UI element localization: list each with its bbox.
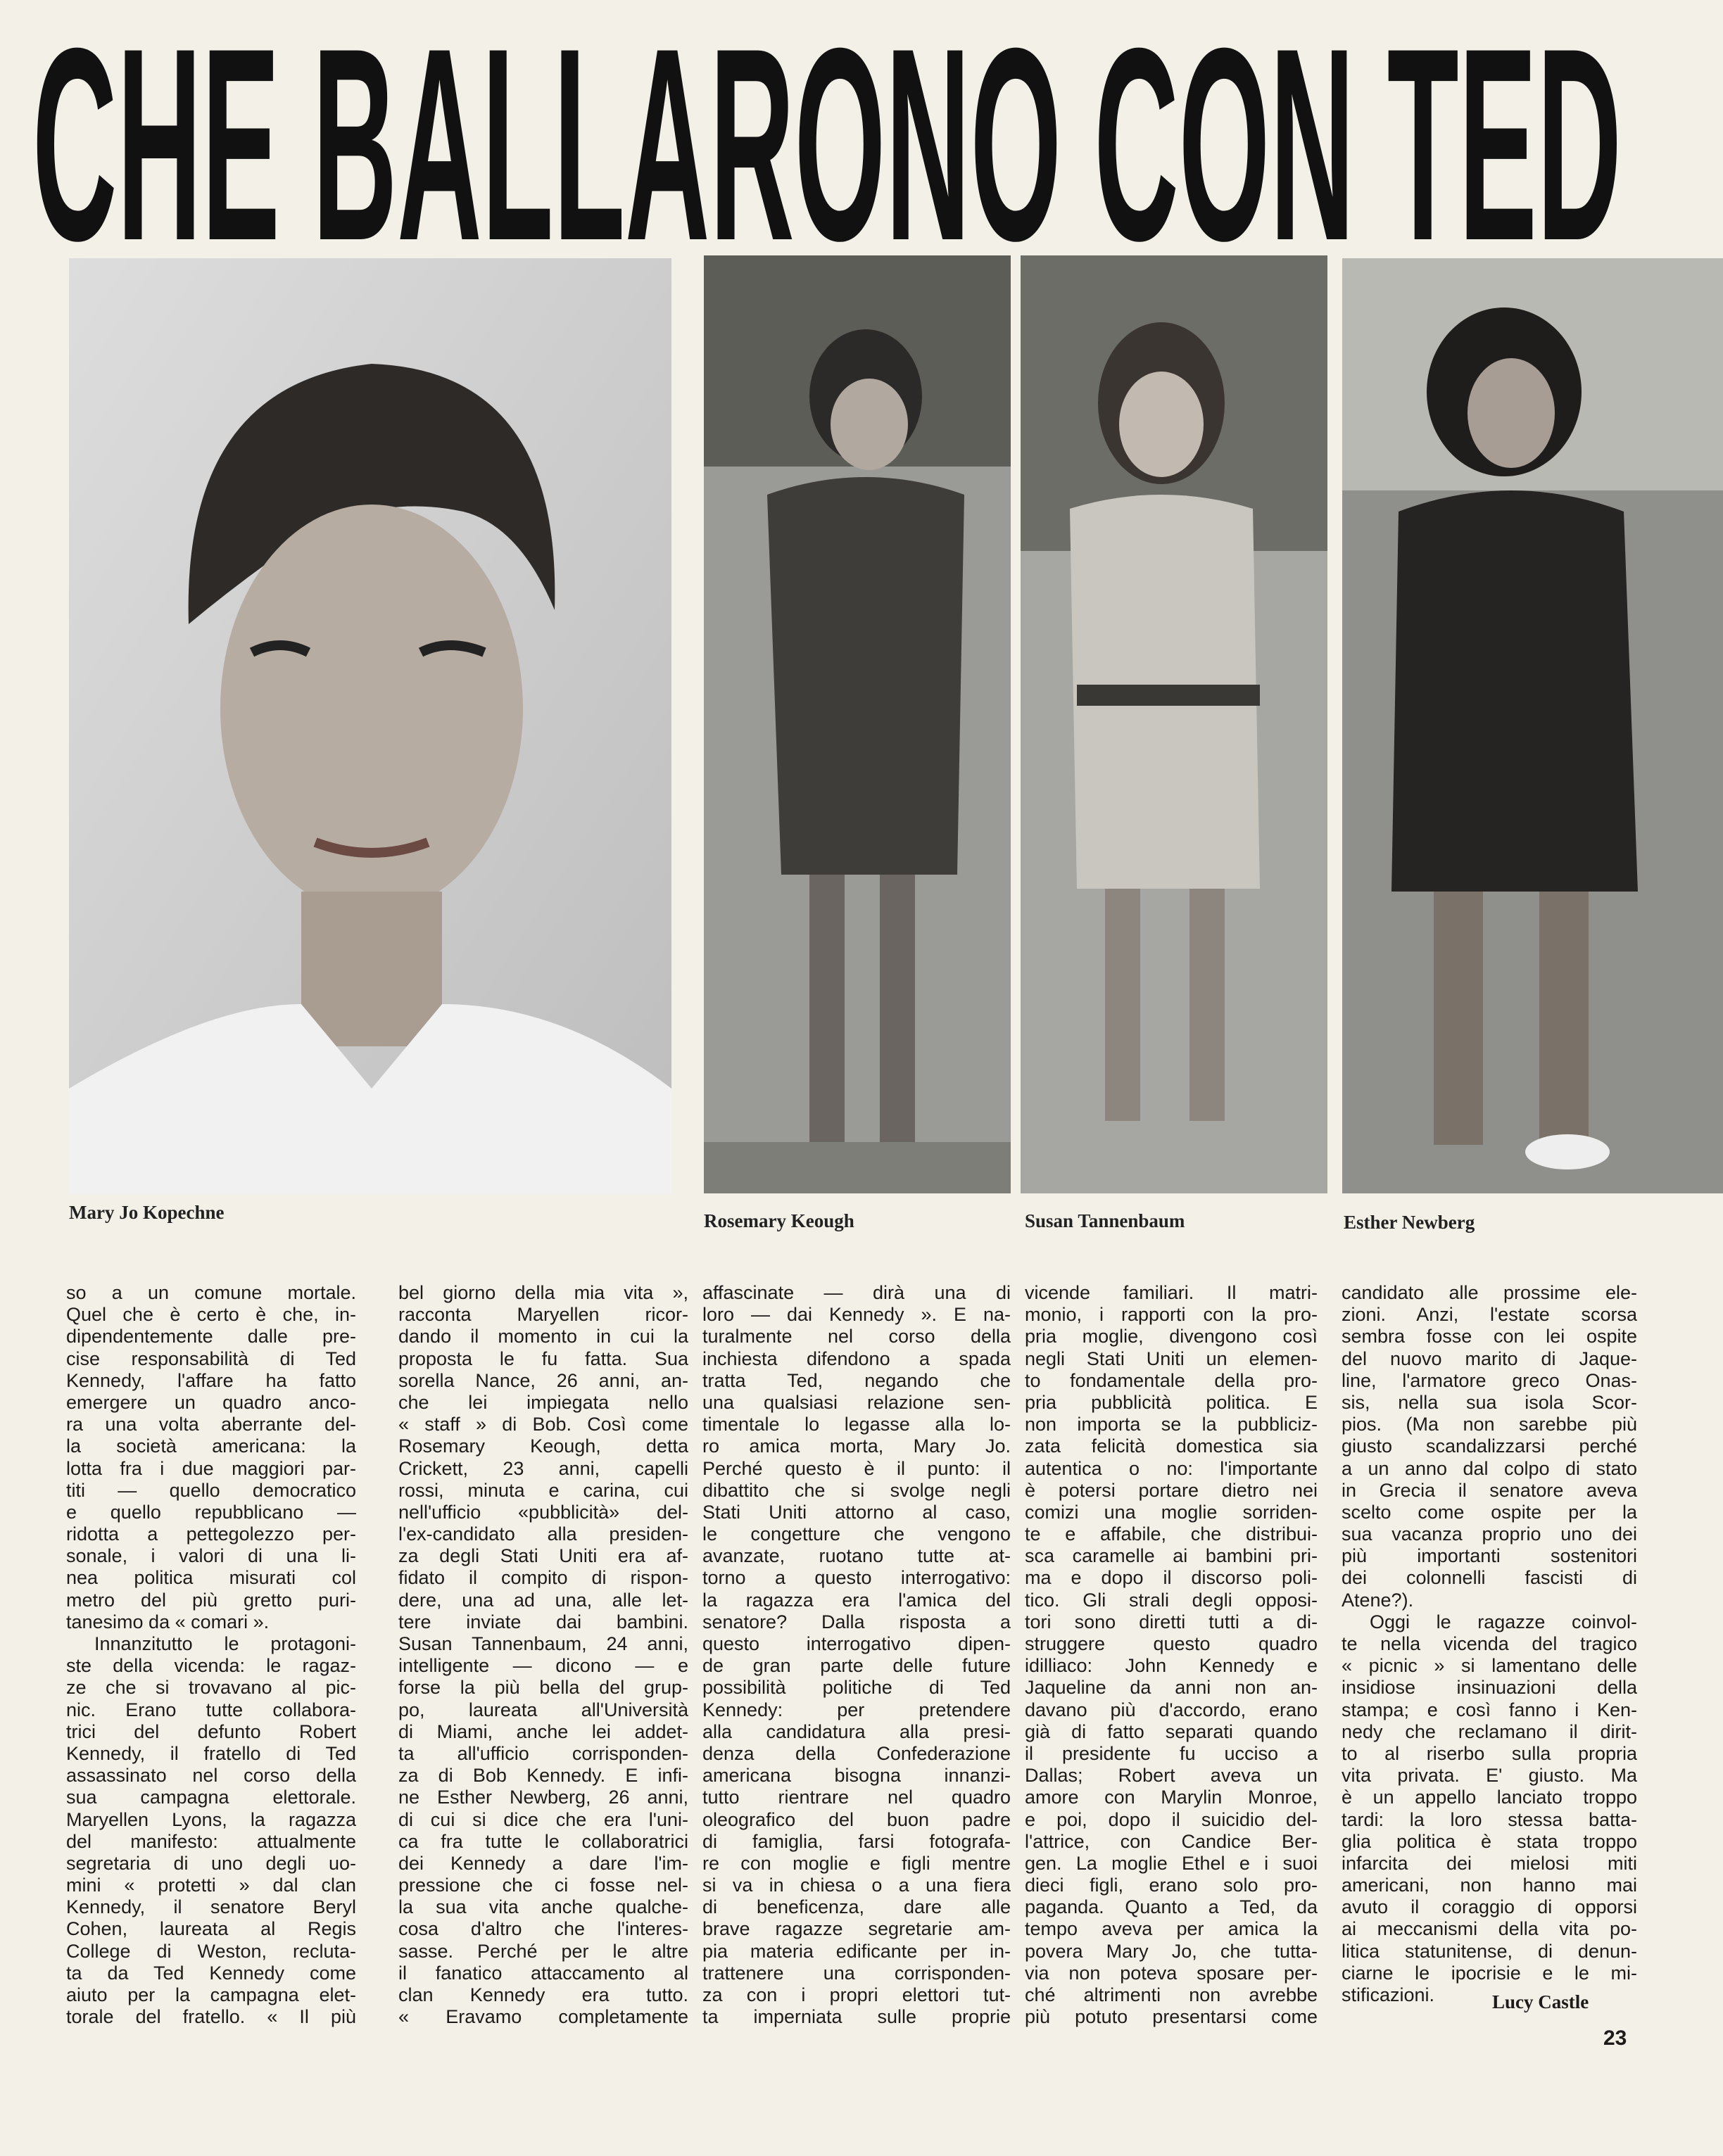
article-line: avuto il coraggio di opporsi [1342, 1896, 1637, 1918]
article-line: ta imperniata sulle proprie [702, 2006, 1011, 2028]
article-line: pria pubblicità politica. E [1025, 1391, 1318, 1413]
article-line: ta all'ufficio corrisponden- [398, 1742, 688, 1764]
article-line: turalmente nel corso della [702, 1326, 1011, 1348]
article-line: si va in chiesa o a una fiera [702, 1875, 1011, 1896]
article-line: trattenere una corrisponden- [702, 1962, 1011, 1984]
article-line: monio, i rapporti con la pro- [1025, 1304, 1318, 1326]
caption-photo-3: Susan Tannenbaum [1025, 1210, 1185, 1231]
author-byline: Lucy Castle [1492, 1991, 1589, 2012]
article-line: di Miami, anche lei addet- [398, 1720, 688, 1742]
article-line: cosa d'altro che l'interes- [398, 1918, 688, 1940]
photo-rosemary-keough [704, 255, 1011, 1193]
article-line: Jaqueline da anni non an- [1025, 1677, 1318, 1699]
article-line: e quello repubblicano — [66, 1501, 356, 1523]
article-line: sonale, i valori di una li- [66, 1545, 356, 1567]
page-number: 23 [1603, 2027, 1627, 2050]
article-line: di cui si dice che era l'uni- [398, 1808, 688, 1830]
article-line: americani, non hanno mai [1342, 1875, 1637, 1896]
article-line: Innanzitutto le protagoni- [94, 1633, 356, 1654]
article-line: senatore? Dalla risposta a [702, 1611, 1011, 1632]
article-line: pria moglie, divengono così [1025, 1326, 1318, 1348]
article-line: litica statunitense, di denun- [1342, 1940, 1637, 1962]
article-line: ma e dopo il discorso poli- [1025, 1567, 1318, 1589]
article-line: scelto come ospite per la [1342, 1501, 1637, 1523]
article-line: sua campagna elettorale. [66, 1787, 356, 1808]
article-line: proposta le fu fatta. Sua [398, 1348, 688, 1369]
article-line: zata felicità domestica sia [1025, 1435, 1318, 1457]
article-line: Oggi le ragazze coinvol- [1370, 1611, 1637, 1632]
article-line: sis, nella sua isola Scor- [1342, 1391, 1637, 1413]
article-line: stampa; e così fanno i Ken- [1342, 1699, 1637, 1720]
article-line: torale del fratello. « Il più [66, 2006, 356, 2028]
article-line: Susan Tannenbaum, 24 anni, [398, 1633, 688, 1654]
article-line: alla candidatura alla presi- [702, 1720, 1011, 1742]
article-line: il presidente fu ucciso a [1025, 1742, 1318, 1764]
article-line: Kennedy, l'affare ha fatto [66, 1369, 356, 1391]
article-line: possibilità politiche di Ted [702, 1677, 1011, 1699]
article-line: « Eravamo completamente [398, 2006, 688, 2028]
article-line: una qualsiasi relazione sen- [702, 1391, 1011, 1413]
article-line: sembra fosse con lei ospite [1342, 1326, 1637, 1348]
article-column-3 [702, 1282, 1011, 2028]
photo-esther-newberg [1342, 258, 1723, 1193]
article-line: intelligente — dicono — e [398, 1655, 688, 1677]
article-line: pia materia edificante per in- [702, 1940, 1011, 1962]
photo-mary-jo-kopechne [69, 258, 671, 1194]
article-line: tere inviate dai bambini. [398, 1611, 688, 1632]
article-line: trici del defunto Robert [66, 1720, 356, 1742]
article-line: dando il momento in cui la [398, 1326, 688, 1348]
article-line: titi — quello democratico [66, 1479, 356, 1501]
article-line: denza della Confederazione [702, 1742, 1011, 1764]
article-line: è un appello lanciato troppo [1342, 1787, 1637, 1808]
article-line: vita privata. E' giusto. Ma [1342, 1765, 1637, 1787]
article-line: bel giorno della mia vita », [398, 1282, 688, 1303]
article-line: pios. (Ma non sarebbe più [1342, 1414, 1637, 1435]
article-line: po, laureata all'Università [398, 1699, 688, 1720]
article-line: te nella vicenda del tragico [1342, 1633, 1637, 1654]
article-line: te e affabile, che distribui- [1025, 1523, 1318, 1545]
article-line: sorella Nance, 26 anni, an- [398, 1369, 688, 1391]
article-line: to al riserbo sulla propria [1342, 1742, 1637, 1764]
article-line: negli Stati Uniti un elemen- [1025, 1348, 1318, 1369]
article-line: tico. Gli strali degli opposi- [1025, 1589, 1318, 1611]
article-line: assassinato nel corso della [66, 1765, 356, 1787]
article-line: tori sono diretti tutti a di- [1025, 1611, 1318, 1632]
article-line: ca fra tutte le collaboratrici [398, 1830, 688, 1852]
article-line: vicende familiari. Il matri- [1025, 1282, 1318, 1303]
article-line: clan Kennedy era tutto. [398, 1984, 688, 2005]
article-line: affascinate — dirà una di [702, 1282, 1011, 1303]
article-line: rossi, minuta e carina, cui [398, 1479, 688, 1501]
article-line: zioni. Anzi, l'estate scorsa [1342, 1304, 1637, 1326]
article-line: la sua vita anche qualche- [398, 1896, 688, 1918]
article-line: nea politica misurati col [66, 1567, 356, 1589]
article-line: infarcita dei mielosi miti [1342, 1852, 1637, 1874]
article-line: oleografico del buon padre [702, 1808, 1011, 1830]
article-line: comizi una moglie sorriden- [1025, 1501, 1318, 1523]
article-line: pressione che ci fosse nel- [398, 1875, 688, 1896]
article-line: za degli Stati Uniti era af- [398, 1545, 688, 1567]
article-line: a un anno dal colpo di stato [1342, 1457, 1637, 1479]
article-line: Perché questo è il punto: il [702, 1457, 1011, 1479]
article-line: inchiesta difendono a spada [702, 1348, 1011, 1369]
article-line: « staff » di Bob. Così come [398, 1414, 688, 1435]
article-line: ché altrimenti non avrebbe [1025, 1984, 1318, 2005]
article-line: tutto rientrare nel quadro [702, 1787, 1011, 1808]
article-column-5 [1342, 1282, 1637, 2006]
article-line: tanesimo da « comari ». [66, 1611, 270, 1632]
photo-susan-tannenbaum [1021, 255, 1327, 1193]
article-line: il fanatico attaccamento al [398, 1962, 688, 1984]
article-line: l'attrice, con Candice Ber- [1025, 1830, 1318, 1852]
article-line: sca caramelle ai bambini pri- [1025, 1545, 1318, 1567]
article-line: nic. Erano tutte collabora- [66, 1699, 356, 1720]
article-line: via non poteva sposare per- [1025, 1962, 1318, 1984]
article-line: sua vacanza proprio uno dei [1342, 1523, 1637, 1545]
article-line: è potersi portare dietro nei [1025, 1479, 1318, 1501]
article-line: paganda. Quanto a Ted, da [1025, 1896, 1318, 1918]
article-line: Cohen, laureata al Regis [66, 1918, 356, 1940]
caption-photo-4: Esther Newberg [1344, 1212, 1475, 1233]
article-line: stificazioni. [1342, 1984, 1435, 2005]
article-line: to fondamentale della pro- [1025, 1369, 1318, 1391]
article-line: Kennedy, il senatore Beryl [66, 1896, 356, 1918]
article-line: già di fatto separati quando [1025, 1720, 1318, 1742]
article-line: avanzate, ruotano tutte at- [702, 1545, 1011, 1567]
article-line: dieci figli, erano solo pro- [1025, 1875, 1318, 1896]
article-line: nell'ufficio «pubblicità» del- [398, 1501, 688, 1523]
article-line: Kennedy: per pretendere [702, 1699, 1011, 1720]
article-line: aiuto per la campagna elet- [66, 1984, 356, 2005]
article-line: ciarne le ipocrisie e le mi- [1342, 1962, 1637, 1984]
article-line: non importa se la pubbliciz- [1025, 1414, 1318, 1435]
article-line: brave ragazze segretarie am- [702, 1918, 1011, 1940]
article-line: za con i propri elettori tut- [702, 1984, 1011, 2005]
article-line: insidiose insinuazioni della [1342, 1677, 1637, 1699]
article-line: più importanti sostenitori [1342, 1545, 1637, 1567]
article-line: sasse. Perché per le altre [398, 1940, 688, 1962]
article-line: l'ex-candidato alla presiden- [398, 1523, 688, 1545]
article-line: tratta Ted, negando che [702, 1369, 1011, 1391]
article-line: americana bisogna innanzi- [702, 1765, 1011, 1787]
article-line: che lei impiegata nello [398, 1391, 688, 1413]
article-column-4 [1025, 1282, 1318, 2028]
article-line: cise responsabilità di Ted [66, 1348, 356, 1369]
article-line: so a un comune mortale. [66, 1282, 356, 1303]
article-line: tempo aveva per amica la [1025, 1918, 1318, 1940]
article-line: dei colonnelli fascisti di [1342, 1567, 1637, 1589]
article-line: amore con Marylin Monroe, [1025, 1787, 1318, 1808]
article-line: re con moglie e figli mentre [702, 1852, 1011, 1874]
article-line: e poi, dopo il suicidio del- [1025, 1808, 1318, 1830]
article-line: ze che si trovavano al pic- [66, 1677, 356, 1699]
article-line: più potuto presentarsi come [1025, 2006, 1318, 2028]
headline-text: CHE BALLARONO CON TED [32, 34, 1622, 252]
article-line: di beneficenza, dare alle [702, 1896, 1011, 1918]
article-line: lotta fra i due maggiori par- [66, 1457, 356, 1479]
article-line: nedy che reclamano il dirit- [1342, 1720, 1637, 1742]
article-line: Rosemary Keough, detta [398, 1435, 688, 1457]
article-line: line, l'armatore greco Onas- [1342, 1369, 1637, 1391]
article-line: ra una volta aberrante del- [66, 1414, 356, 1435]
article-line: ro amica morta, Mary Jo. [702, 1435, 1011, 1457]
article-line: tardi: la loro stessa batta- [1342, 1808, 1637, 1830]
article-line: Stati Uniti attorno al caso, [702, 1501, 1011, 1523]
article-line: Quel che è certo è che, in- [66, 1304, 356, 1326]
article-line: dipendentemente dalle pre- [66, 1326, 356, 1348]
article-line: povera Mary Jo, che tutta- [1025, 1940, 1318, 1962]
article-line: ta da Ted Kennedy come [66, 1962, 356, 1984]
article-column-2 [398, 1282, 688, 2028]
article-line: gen. La moglie Ethel e i suoi [1025, 1852, 1318, 1874]
article-line: segretaria di uno degli uo- [66, 1852, 356, 1874]
article-line: idilliaco: John Kennedy e [1025, 1655, 1318, 1677]
article-line: ne Esther Newberg, 26 anni, [398, 1787, 688, 1808]
article-line: davano più d'accordo, erano [1025, 1699, 1318, 1720]
article-line: torno a questo interrogativo: [702, 1567, 1011, 1589]
article-line: dere, una ad una, alle let- [398, 1589, 688, 1611]
article-line: del nuovo marito di Jaque- [1342, 1348, 1637, 1369]
article-line: racconta Maryellen ricor- [398, 1304, 688, 1326]
article-line: timentale lo legasse alla lo- [702, 1414, 1011, 1435]
article-line: College di Weston, recluta- [66, 1940, 356, 1962]
article-line: Kennedy, il fratello di Ted [66, 1742, 356, 1764]
article-line: ai meccanismi della vita po- [1342, 1918, 1637, 1940]
article-line: « picnic » si lamentano delle [1342, 1655, 1637, 1677]
article-line: la ragazza era l'amica del [702, 1589, 1011, 1611]
article-line: de gran parte delle future [702, 1655, 1011, 1677]
headline [32, 34, 1623, 252]
article-line: questo interrogativo dipen- [702, 1633, 1011, 1654]
caption-photo-1: Mary Jo Kopechne [69, 1202, 225, 1223]
article-line: ridotta a pettegolezzo per- [66, 1523, 356, 1545]
article-line: dibattito che si svolge negli [702, 1479, 1011, 1501]
article-line: metro del più gretto puri- [66, 1589, 356, 1611]
article-line: giusto scandalizzarsi perché [1342, 1435, 1637, 1457]
article-line: za di Bob Kennedy. E infi- [398, 1765, 688, 1787]
article-column-1 [66, 1282, 356, 2028]
article-line: Dallas; Robert aveva un [1025, 1765, 1318, 1787]
article-line: forse la più bella del grup- [398, 1677, 688, 1699]
article-line: candidato alle prossime ele- [1342, 1282, 1637, 1303]
caption-photo-2: Rosemary Keough [704, 1210, 854, 1231]
article-line: del manifesto: attualmente [66, 1830, 356, 1852]
article-line: autentica o no: l'importante [1025, 1457, 1318, 1479]
article-line: ste della vicenda: le ragaz- [66, 1655, 356, 1677]
article-line: la società americana: la [66, 1435, 356, 1457]
article-line: loro — dai Kennedy ». E na- [702, 1304, 1011, 1326]
article-line: in Grecia il senatore aveva [1342, 1479, 1637, 1501]
article-line: fidato il compito di rispon- [398, 1567, 688, 1589]
article-line: mini « protetti » dal clan [66, 1875, 356, 1896]
article-line: dei Kennedy a dare l'im- [398, 1852, 688, 1874]
article-line: Atene?). [1342, 1589, 1414, 1611]
article-line: di famiglia, farsi fotografa- [702, 1830, 1011, 1852]
article-line: glia politica è stata troppo [1342, 1830, 1637, 1852]
article-line: le congetture che vengono [702, 1523, 1011, 1545]
article-line: Maryellen Lyons, la ragazza [66, 1808, 356, 1830]
article-line: struggere questo quadro [1025, 1633, 1318, 1654]
article-line: emergere un quadro anco- [66, 1391, 356, 1413]
article-line: Crickett, 23 anni, capelli [398, 1457, 688, 1479]
